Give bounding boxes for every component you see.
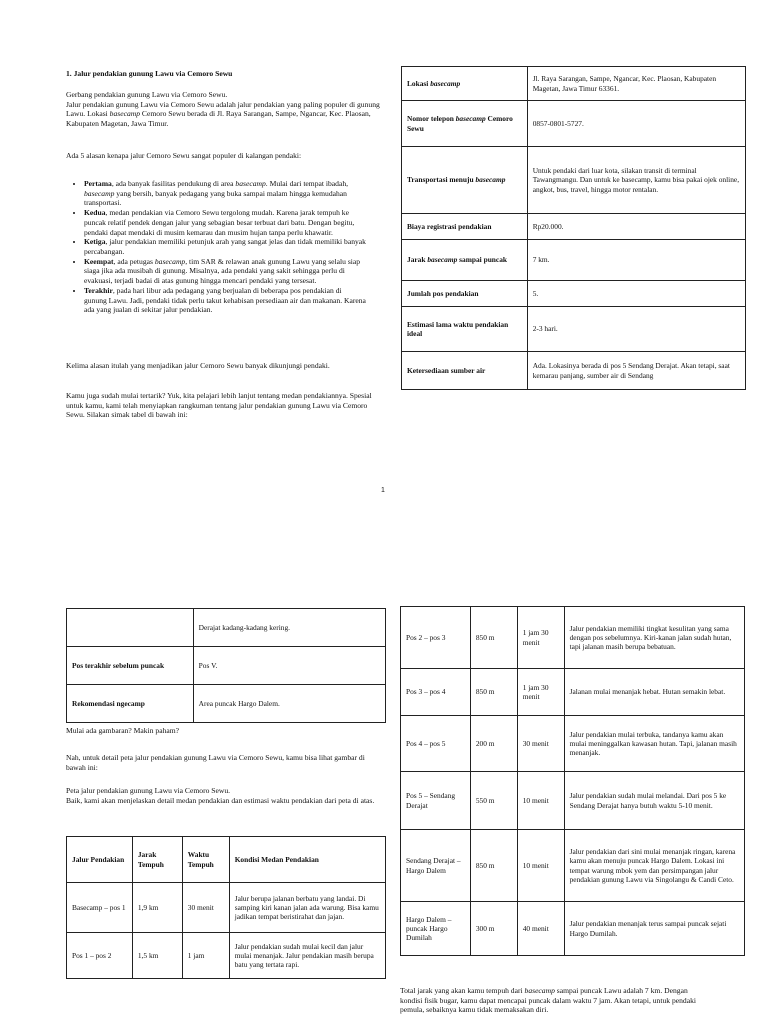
route-time: 30 menit: [517, 716, 564, 772]
route-route: Pos 3 – pos 4: [401, 669, 471, 716]
intro-paragraph: [66, 90, 384, 129]
header-distance: Jarak Tempuh: [132, 837, 182, 883]
info-value: Ada. Lokasinya berada di pos 5 Sendang Derajat. Akan tetapi, saat kemarau panjang, sumber air di Sendang: [527, 352, 745, 390]
info-value: Untuk pendaki dari luar kota, silakan transit di terminal Tawangmangu. Dan untuk ke basecamp, kamu bisa pakai ojek online, angkot, bus, travel, hingga motor rentalan.: [527, 147, 745, 214]
route-route: Hargo Dalem – puncak Hargo Dumilah: [401, 902, 471, 956]
route-intro: Baik, kami akan menjelaskan detail medan pendakian dan estimasi waktu pendakian dari peta di atas.: [66, 796, 375, 805]
continuation-row: [67, 609, 386, 647]
info-label: Biaya registrasi pendakian: [402, 214, 528, 240]
route-time: 1 jam 30 menit: [517, 669, 564, 716]
route-condition: Jalur berupa jalanan berbatu yang landai. Di samping kiri kanan jalan ada warung. Bisa kamu jadikan tempat beristirahat dan jajan.: [229, 883, 385, 933]
route-route: Sendang Derajat – Hargo Dalem: [401, 830, 471, 902]
intro-caption: Gerbang pendakian gunung Lawu via Cemoro Sewu.: [66, 90, 228, 99]
route-row: [401, 902, 745, 956]
route-condition: Jalanan mulai menanjak hebat. Hutan semakin lebat.: [564, 669, 744, 716]
intro-text: Jalur pendakian gunung Lawu via Cemoro Sewu adalah jalur pendakian yang paling populer di gunung Lawu. Lokasi basecamp Cemoro Sewu berada di Jl. Raya Sarangan, Sampe, Ngancar, Kec. Plaosan, Kabupaten Magetan, Jawa Timur.: [66, 99, 380, 129]
route-time: 40 menit: [517, 902, 564, 956]
continuation-row: [67, 685, 386, 723]
reasons-list: [66, 179, 366, 315]
reason-item: • Kedua, medan pendakian via Cemoro Sewu tergolong mudah. Karena jarak tempuh ke puncak relatif pendek dengan jalur yang sebagian besar terbuat dari batu. Dengan begitu, pendaki dapat mendaki di musim kemarau dan musim hujan tanpa perlu khawatir.: [84, 208, 366, 237]
route-distance: 200 m: [470, 716, 517, 772]
route-time: 30 menit: [182, 883, 229, 933]
route-table-left: [66, 836, 386, 979]
info-row: [402, 101, 746, 147]
route-row: [401, 716, 745, 772]
info-row: [402, 281, 746, 307]
route-row: [401, 830, 745, 902]
page-2: [0, 590, 768, 1024]
route-route: Pos 2 – pos 3: [401, 607, 471, 669]
continuation-label: Rekomendasi ngecamp: [67, 685, 194, 723]
map-intro: Nah, untuk detail peta jalur pendakian gunung Lawu via Cemoro Sewu, kamu bisa lihat gambar di bawah ini:: [66, 753, 365, 772]
info-value: 5.: [527, 281, 745, 307]
route-condition: Jalur pendakian dari sini mulai menanjak ringan, karena kamu akan menuju puncak Hargo Dalem. Lokasi ini tempat warung mbok yem dan persimpangan jalur pendakian gunung Lawu via Singolangu & Candi Ceto.: [564, 830, 744, 902]
info-label: Ketersediaan sumber air: [402, 352, 528, 390]
route-condition: Jalur pendakian memiliki tingkat kesulitan yang sama dengan pos sebelumnya. Kiri-kanan jalan sudah hutan, tapi jalanan masih berupa bebatuan.: [564, 607, 744, 669]
continuation-row: [67, 647, 386, 685]
route-summary: Total jarak yang akan kamu tempuh dari basecamp sampai puncak Lawu adalah 7 km. Dengan kondisi fisik bugar, kamu dapat mencapai puncak dalam waktu 7 jam. Akan tetapi, untuk pendaki pemula, sebaiknya kamu tidak memaksakan diri.: [400, 986, 696, 1015]
info-label: Jumlah pos pendakian: [402, 281, 528, 307]
route-distance: 1,9 km: [132, 883, 182, 933]
reasons-intro: Ada 5 alasan kenapa jalur Cemoro Sewu sangat populer di kalangan pendaki:: [66, 151, 302, 160]
route-distance: 550 m: [470, 772, 517, 830]
route-row: [401, 669, 745, 716]
info-label: Lokasi basecamp: [402, 67, 528, 101]
info-value: Rp20.000.: [527, 214, 745, 240]
info-row: [402, 352, 746, 390]
continuation-value: Pos V.: [193, 647, 385, 685]
info-value: 7 km.: [527, 240, 745, 281]
route-time: 10 menit: [517, 830, 564, 902]
route-condition: Jalur pendakian sudah mulai kecil dan jalur mulai menanjak. Jalur pendakian masih berupa batu yang tertata rapi.: [229, 933, 385, 979]
closing-paragraph: Kamu juga sudah mulai tertarik? Yuk, kita pelajari lebih lanjut tentang medan pendakiannya. Spesial untuk kamu, kami telah menyiapkan rangkuman tentang jalur pendakian gunung Lawu via Cemoro Sewu. Silakan simak tabel di bawah ini:: [66, 391, 372, 420]
section-heading: 1. Jalur pendakian gunung Lawu via Cemoro Sewu: [66, 69, 233, 78]
route-distance: 850 m: [470, 607, 517, 669]
question-text: Mulai ada gambaran? Makin paham?: [66, 726, 180, 735]
info-row: [402, 67, 746, 101]
route-condition: Jalur pendakian menanjak terus sampai puncak sejati Hargo Dumilah.: [564, 902, 744, 956]
route-route: Basecamp – pos 1: [67, 883, 133, 933]
route-row: [67, 883, 386, 933]
route-condition: Jalur pendakian mulai terbuka, tandanya kamu akan mulai meninggalkan kawasan hutan. Tapi, jalanan masih menanjak.: [564, 716, 744, 772]
reason-item: • Keempat, ada petugas basecamp, tim SAR & relawan anak gunung Lawu yang selalu siap siaga jika ada musibah di gunung. Misalnya, ada pendaki yang sakit sehingga perlu di evakuasi, terjadi badai di atas gunung hingga mencari pendaki yang tersesat.: [84, 257, 366, 286]
header-time: Waktu Tempuh: [182, 837, 229, 883]
route-distance: 300 m: [470, 902, 517, 956]
reason-item: • Pertama, ada banyak fasilitas pendukung di area basecamp. Mulai dari tempat ibadah, basecamp yang bersih, banyak pedagang yang buka sampai malam hingga kemudahan transportasi.: [84, 179, 366, 208]
reason-item: • Ketiga, jalur pendakian memiliki petunjuk arah yang sangat jelas dan tidak memiliki banyak percabangan.: [84, 237, 366, 256]
route-table-right: [400, 606, 745, 956]
route-condition: Jalur pendakian sudah mulai melandai. Dari pos 5 ke Sendang Derajat hanya butuh waktu 5-10 menit.: [564, 772, 744, 830]
route-row: [401, 772, 745, 830]
info-value: Jl. Raya Sarangan, Sampe, Ngancar, Kec. Plaosan, Kabupaten Magetan, Jawa Timur 63361.: [527, 67, 745, 101]
info-row: [402, 240, 746, 281]
continuation-label: Pos terakhir sebelum puncak: [67, 647, 194, 685]
route-distance: 850 m: [470, 830, 517, 902]
continuation-value: Derajat kadang-kadang kering.: [193, 609, 385, 647]
reasons-outro: Kelima alasan itulah yang menjadikan jalur Cemoro Sewu banyak dikunjungi pendaki.: [66, 361, 330, 370]
route-route: Pos 1 – pos 2: [67, 933, 133, 979]
reason-item: • Terakhir, pada hari libur ada pedagang yang berjualan di beberapa pos pendakian di gunung Lawu. Jadi, pendaki tidak perlu takut kehabisan persediaan air dan makanan. Karena ada yang jualan di sekitar jalur pendakian.: [84, 286, 366, 315]
continuation-value: Area puncak Hargo Dalem.: [193, 685, 385, 723]
info-label: Transportasi menuju basecamp: [402, 147, 528, 214]
reasons-bullets: [66, 179, 366, 315]
info-value: 0857-0801-5727.: [527, 101, 745, 147]
info-value: 2-3 hari.: [527, 307, 745, 352]
route-time: 10 menit: [517, 772, 564, 830]
continuation-table: [66, 608, 386, 723]
info-label: Nomor telepon basecamp Cemoro Sewu: [402, 101, 528, 147]
page-number: 1: [381, 487, 385, 494]
info-row: [402, 147, 746, 214]
info-label: Estimasi lama waktu pendakian ideal: [402, 307, 528, 352]
info-row: [402, 214, 746, 240]
info-label: Jarak basecamp sampai puncak: [402, 240, 528, 281]
route-row: [401, 607, 745, 669]
route-route: Pos 5 – Sendang Derajat: [401, 772, 471, 830]
info-table: [401, 66, 746, 390]
route-time: 1 jam: [182, 933, 229, 979]
continuation-label: [67, 609, 194, 647]
route-time: 1 jam 30 menit: [517, 607, 564, 669]
header-route: Jalur Pendakian: [67, 837, 133, 883]
info-row: [402, 307, 746, 352]
header-condition: Kondisi Medan Pendakian: [229, 837, 385, 883]
route-distance: 1,5 km: [132, 933, 182, 979]
map-caption: Peta jalur pendakian gunung Lawu via Cemoro Sewu.: [66, 786, 231, 795]
route-row: [67, 933, 386, 979]
route-route: Pos 4 – pos 5: [401, 716, 471, 772]
route-distance: 850 m: [470, 669, 517, 716]
